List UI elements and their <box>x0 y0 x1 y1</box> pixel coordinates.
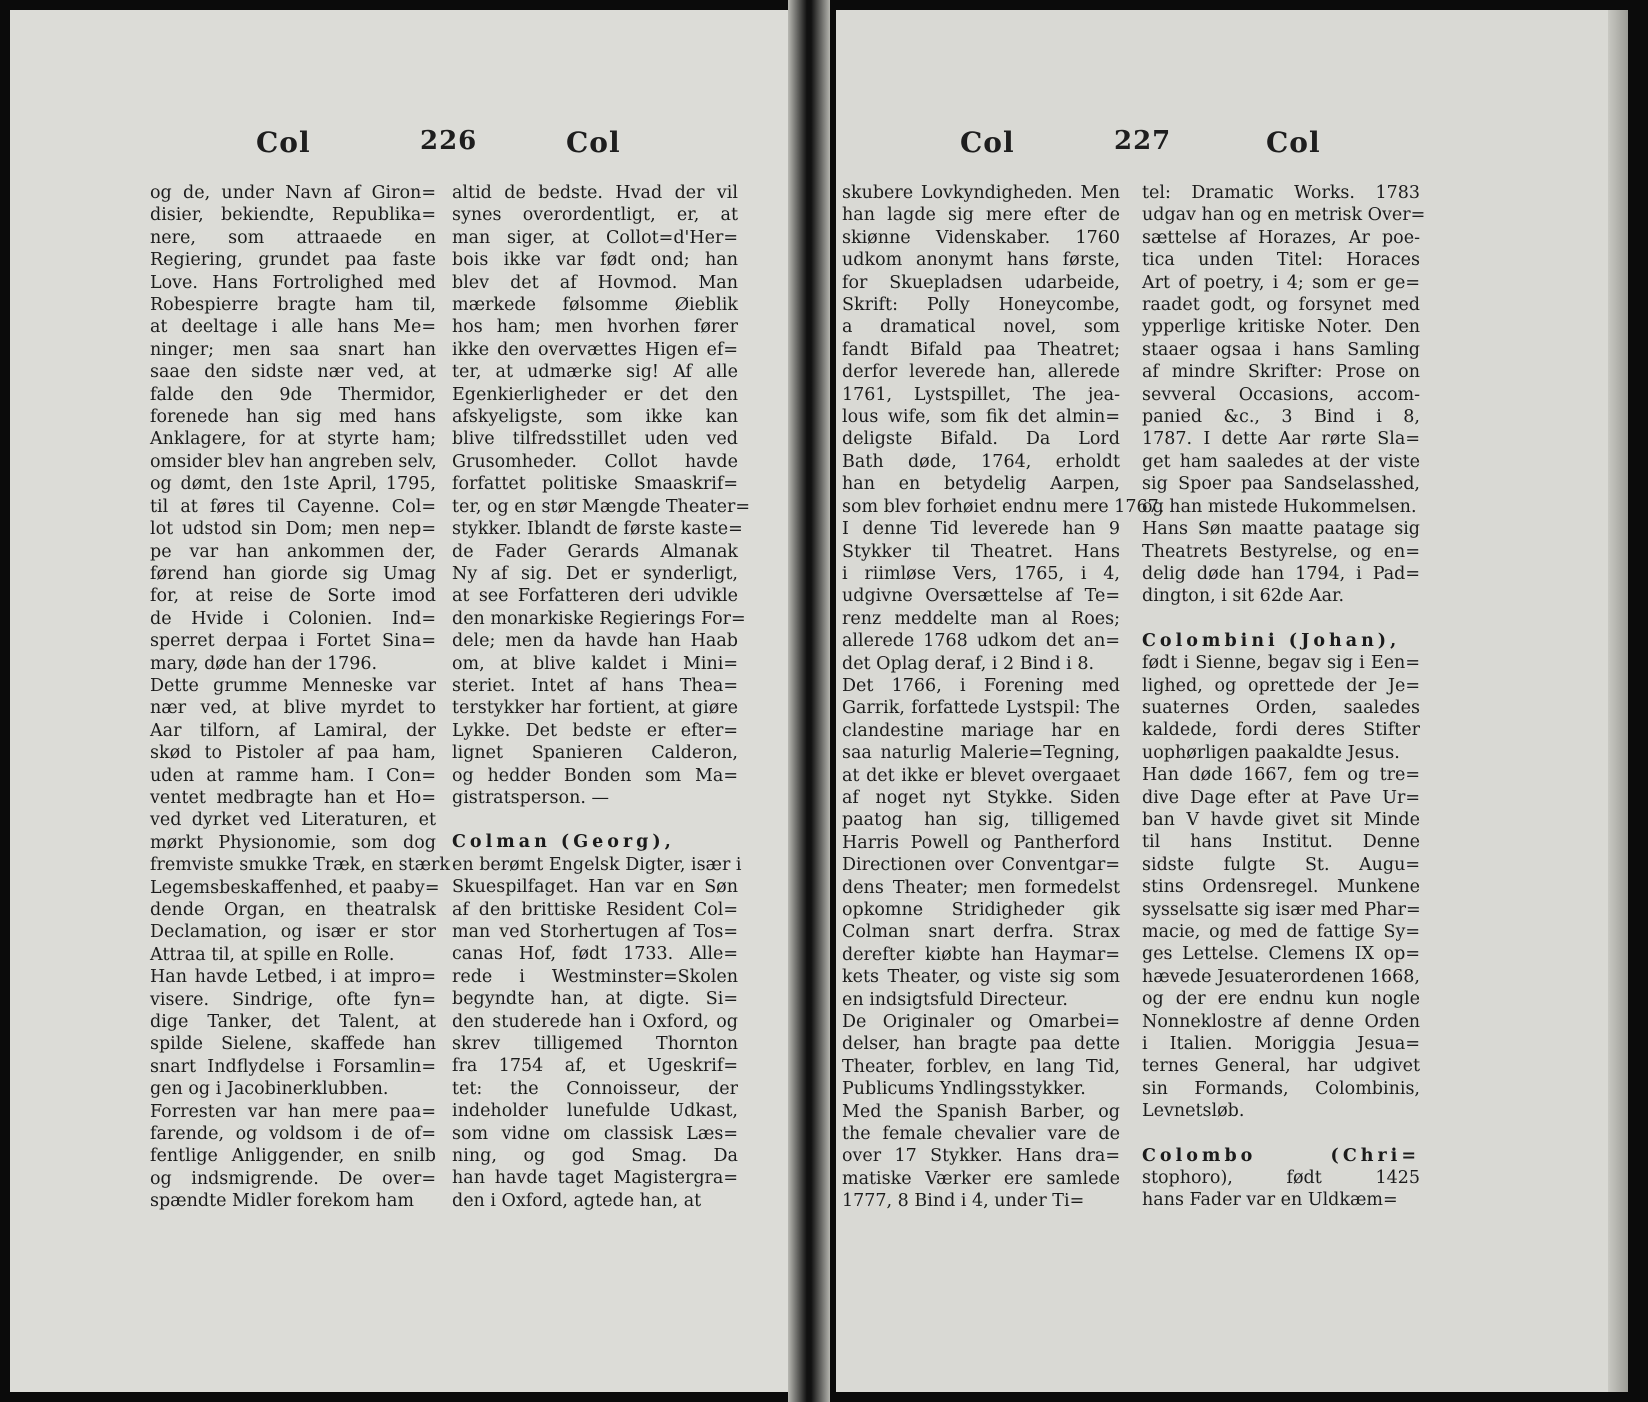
text-line: Art of poetry, i 4; som er ge= <box>1142 272 1420 293</box>
text-line: og hedder Bonden som Ma= <box>452 765 738 786</box>
left-book-page <box>10 10 808 1392</box>
text-line: Hans Søn maatte paatage sig <box>1142 519 1420 540</box>
text-line: begyndte han, at digte. Si= <box>452 989 738 1010</box>
text-line: dele; men da havde han Haab <box>452 631 738 652</box>
text-line: man siger, at Collot=d'Her= <box>452 227 738 248</box>
text-line: pe var han ankommen der, <box>150 541 436 562</box>
text-line: mary, døde han der 1796. <box>150 653 378 674</box>
text-line: om, at blive kaldet i Mini= <box>452 653 738 674</box>
text-line: renz meddelte man al Roes; <box>842 608 1120 629</box>
book-gutter <box>788 0 830 1402</box>
text-line: og de, under Navn af Giron= <box>150 183 436 203</box>
text-line: Harris Powell og Pantherford <box>842 832 1120 853</box>
text-line: De Originaler og Omarbei= <box>842 1012 1120 1033</box>
text-line: nere, som attraaede en <box>150 227 436 248</box>
text-line: visere. Sindrige, ofte fyn= <box>150 989 436 1010</box>
page-edge <box>1608 10 1628 1392</box>
text-line: blive tilfredsstillet uden ved <box>452 429 738 450</box>
text-line: Lykke. Det bedste er efter= <box>452 720 738 741</box>
text-line: spændte Midler forekom ham <box>150 1191 414 1212</box>
text-line: Love. Hans Fortrolighed med <box>150 272 436 293</box>
text-line: den i Oxford, agtede han, at <box>452 1190 702 1211</box>
text-line: skubere Lovkyndigheden. Men <box>842 183 1120 203</box>
text-line: dington, i sit 62de Aar. <box>1142 586 1345 607</box>
text-line: Stykker til Theatret. Hans <box>842 541 1120 562</box>
text-line: ternes General, har udgivet <box>1142 1056 1420 1077</box>
text-line: forenede han sig med hans <box>150 407 436 428</box>
text-line: uophørligen paakaldte Jesus. <box>1142 742 1400 763</box>
text-line: lous wife, som fik det almin= <box>842 407 1120 428</box>
text-line: Colman snart derfra. Strax <box>842 922 1120 943</box>
text-line: at deeltage i alle hans Me= <box>150 317 436 338</box>
text-line: ypperlige kritiske Noter. Den <box>1142 317 1420 338</box>
text-line: suaternes Orden, saaledes <box>1142 697 1420 718</box>
text-line: Skrift: Polly Honeycombe, <box>842 295 1120 316</box>
text-line: Theatrets Bestyrelse, og en= <box>1142 541 1420 562</box>
page-number: 227 <box>1114 126 1172 156</box>
text-line: lighed, og oprettede der Je= <box>1142 675 1420 696</box>
text-line: Anklagere, for at styrte ham; <box>150 429 436 450</box>
text-line: lot udstod sin Dom; men nep= <box>150 519 436 540</box>
text-line: matiske Værker ere samlede <box>842 1168 1120 1189</box>
text-column-left <box>842 182 1165 1213</box>
text-line: ved dyrket ved Literaturen, et <box>150 810 436 831</box>
text-line: delig døde han 1794, i Pad= <box>1142 563 1420 584</box>
text-line: staaer ogsaa i hans Samling <box>1142 339 1420 360</box>
text-line: som vidne om classisk Læs= <box>452 1123 738 1144</box>
text-line: førend han giorde sig Umag <box>150 563 436 584</box>
text-line: macie, og med de fattige Sy= <box>1142 922 1420 942</box>
text-line: Han havde Letbed, i at impro= <box>150 967 436 988</box>
text-column-right <box>452 182 751 1212</box>
text-line: ikke den overvættes Higen ef= <box>452 339 738 360</box>
text-line: til hans Institut. Denne <box>1142 832 1420 853</box>
paragraph-gap <box>1142 1123 1420 1145</box>
running-header-left-page <box>10 126 808 170</box>
text-line: Colombo (Chri= <box>1142 1145 1420 1166</box>
text-line: Robespierre bragte ham til, <box>150 295 436 316</box>
text-line: at det ikke er blevet overgaaet <box>842 765 1120 786</box>
text-line: de Hvide i Colonien. Ind= <box>150 608 436 629</box>
text-line: derefter kiøbte han Haymar= <box>842 944 1120 965</box>
text-line: stophoro), født 1425 <box>1142 1168 1420 1189</box>
text-line: til at føres til Cayenne. Col= <box>150 496 436 517</box>
text-line: saae den sidste nær ved, at <box>150 362 436 383</box>
right-book-page <box>836 10 1608 1392</box>
text-line: stins Ordensregel. Munkene <box>1142 877 1420 898</box>
text-line: af den brittiske Resident Col= <box>452 899 738 920</box>
paragraph-gap <box>452 809 738 831</box>
text-line: dive Dage efter at Pave Ur= <box>1142 787 1420 808</box>
text-line: ventet medbragte han et Ho= <box>150 787 436 808</box>
text-line: og indsmigrende. De over= <box>150 1168 436 1189</box>
text-line: han lagde sig mere efter de <box>842 205 1120 226</box>
text-line: spilde Sielene, skaffede han <box>150 1034 436 1055</box>
text-line: nær ved, at blive myrdet to <box>150 698 436 719</box>
text-line: udgav han og en metrisk Over= <box>1142 205 1426 226</box>
text-line: farende, og voldsom i de of= <box>150 1124 436 1145</box>
text-line: den monarkiske Regierings For= <box>452 608 746 629</box>
text-line: lignet Spanieren Calderon, <box>452 743 738 764</box>
text-line: 1761, Lystspillet, The jea- <box>842 384 1120 405</box>
text-line: 1777, 8 Bind i 4, under Ti= <box>842 1191 1085 1212</box>
text-line: Egenkierligheder er det den <box>452 384 738 405</box>
text-line: Med the Spanish Barber, og <box>842 1101 1120 1122</box>
text-line: hans Fader var en Uldkæm= <box>1142 1190 1398 1211</box>
headword-right: Col <box>1266 126 1321 159</box>
text-line: i riimløse Vers, 1765, i 4, <box>842 563 1120 584</box>
text-line: I denne Tid leverede han 9 <box>842 519 1120 540</box>
headword-left: Col <box>256 126 311 159</box>
paragraph-gap <box>1142 608 1420 630</box>
text-line: ter, at udmærke sig! Af alle <box>452 362 738 383</box>
text-line: Directionen over Conventgar= <box>842 855 1120 876</box>
text-line: Garrik, forfattede Lystspil: The <box>842 698 1120 719</box>
text-line: Theater, forblev, en lang Tid, <box>842 1056 1120 1077</box>
text-line: man ved Storhertugen af Tos= <box>452 922 738 942</box>
text-line: 1787. I dette Aar rørte Sla= <box>1142 429 1420 450</box>
text-line: som blev forhøiet endnu mere 1767. <box>842 496 1165 517</box>
text-line: fentlige Anliggender, en snilb <box>150 1146 436 1167</box>
text-line: Dette grumme Menneske var <box>150 675 436 696</box>
text-line: tet: the Connoisseur, der <box>452 1078 738 1099</box>
text-line: kets Theater, og viste sig som <box>842 967 1120 988</box>
text-line: forfattet politiske Smaaskrif= <box>452 474 738 495</box>
text-line: Colombini (Johan), <box>1142 630 1401 651</box>
text-line: fra 1754 af, et Ugeskrif= <box>452 1056 738 1077</box>
text-line: og der ere endnu kun nogle <box>1142 989 1420 1010</box>
text-line: i Italien. Moriggia Jesua= <box>1142 1034 1420 1055</box>
text-line: ninger; men saa snart han <box>150 339 436 360</box>
text-line: sættelse af Horazes, Ar poe- <box>1142 227 1420 248</box>
text-line: ning, og god Smag. Da <box>452 1146 738 1167</box>
text-line: ter, og en stør Mængde Theater= <box>452 496 751 517</box>
text-line: og han mistede Hukommelsen. <box>1142 496 1417 517</box>
text-line: af mindre Skrifter: Prose on <box>1142 362 1420 383</box>
text-line: hævede Jesuaterordenen 1668, <box>1142 966 1420 987</box>
text-line: altid de bedste. Hvad der vil <box>452 183 738 203</box>
text-line: panied &c., 3 Bind i 8, <box>1142 407 1420 428</box>
text-line: de Fader Gerards Almanak <box>452 541 738 562</box>
headword-right: Col <box>566 126 621 159</box>
text-column-left <box>150 182 451 1213</box>
text-line: fremviste smukke Træk, en stærk <box>150 855 451 876</box>
text-line: udgivne Oversættelse af Te= <box>842 586 1120 607</box>
text-line: dige Tanker, det Talent, at <box>150 1012 436 1033</box>
text-line: Han døde 1667, fem og tre= <box>1142 765 1420 786</box>
text-line: tel: Dramatic Works. 1783 <box>1142 183 1420 203</box>
text-line: falde den 9de Thermidor, <box>150 384 436 405</box>
text-line: han en betydelig Aarpen, <box>842 474 1120 495</box>
text-line: disier, bekiendte, Republika= <box>150 205 436 226</box>
text-line: født i Sienne, begav sig i Een= <box>1142 653 1420 674</box>
text-line: skød to Pistoler af paa ham, <box>150 743 436 764</box>
text-line: Declamation, og især er stor <box>150 922 436 943</box>
text-line: allerede 1768 udkom det an= <box>842 631 1120 652</box>
text-line: han havde taget Magistergra= <box>452 1168 738 1189</box>
text-line: af noget nyt Stykke. Siden <box>842 787 1120 808</box>
text-line: derfor leverede han, allerede <box>842 362 1120 383</box>
text-line: en indsigtsfuld Directeur. <box>842 989 1068 1010</box>
text-line: blev det af Hovmod. Man <box>452 272 738 293</box>
text-line: mærkede følsomme Øieblik <box>452 295 738 316</box>
text-line: ban V havde givet sit Minde <box>1142 809 1420 830</box>
text-line: for Skuepladsen udarbeide, <box>842 272 1120 293</box>
text-line: terstykker har fortient, at giøre <box>452 698 738 719</box>
text-line: Levnetsløb. <box>1142 1101 1245 1122</box>
text-line: en berømt Engelsk Digter, især i <box>452 854 742 875</box>
text-line: Grusomheder. Collot havde <box>452 451 738 472</box>
text-line: sidste fulgte St. Augu= <box>1142 854 1420 875</box>
page-number: 226 <box>420 126 478 156</box>
text-line: Nonneklostre af denne Orden <box>1142 1011 1420 1032</box>
text-line: Bath døde, 1764, erholdt <box>842 451 1120 472</box>
text-line: Aar tilforn, af Lamiral, der <box>150 720 436 741</box>
text-line: mørkt Physionomie, som dog <box>150 832 436 853</box>
text-line: a dramatical novel, som <box>842 317 1120 338</box>
text-line: Det 1766, i Forening med <box>842 675 1120 696</box>
text-line: Regiering, grundet paa faste <box>150 250 436 271</box>
text-line: kaldede, fordi deres Stifter <box>1142 720 1420 741</box>
text-line: sysselsatte sig især med Phar= <box>1142 899 1421 920</box>
text-line: rede i Westminster=Skolen <box>452 966 738 987</box>
text-line: bois ikke var født ond; han <box>452 250 738 271</box>
text-line: delser, han bragte paa dette <box>842 1034 1120 1055</box>
text-column-right <box>1142 182 1426 1212</box>
text-line: tica unden Titel: Horaces <box>1142 250 1420 271</box>
text-line: saa naturlig Malerie=Tegning, <box>842 743 1120 764</box>
text-line: Forresten var han mere paa= <box>150 1101 436 1122</box>
text-line: og dømt, den 1ste April, 1795, <box>150 474 436 495</box>
text-line: Ny af sig. Det er synderligt, <box>452 563 738 584</box>
text-line: indeholder lunefulde Udkast, <box>452 1101 738 1122</box>
text-line: the female chevalier vare de <box>842 1124 1120 1145</box>
text-line: opkomne Stridigheder gik <box>842 900 1120 920</box>
text-line: skrev tilligemed Thornton <box>452 1034 738 1055</box>
text-line: Publicums Yndlingsstykker. <box>842 1079 1086 1100</box>
text-line: hos ham; men hvorhen fører <box>452 317 738 338</box>
text-line: sin Formands, Colombinis, <box>1142 1078 1420 1099</box>
text-line: den studerede han i Oxford, og <box>452 1011 738 1032</box>
text-line: dens Theater; men formedelst <box>842 877 1120 898</box>
text-line: Legemsbeskaffenhed, et paaby= <box>150 877 440 898</box>
running-header-right-page <box>836 126 1608 170</box>
text-line: stykker. Iblandt de første kaste= <box>452 519 743 540</box>
text-line: sperret derpaa i Fortet Sina= <box>150 631 436 652</box>
text-line: uden at ramme ham. I Con= <box>150 765 436 786</box>
text-line: sig Spoer paa Sandselasshed, <box>1142 474 1420 495</box>
text-line: skiønne Videnskaber. 1760 <box>842 227 1120 248</box>
text-line: gistratsperson. — <box>452 787 609 808</box>
text-line: for, at reise de Sorte imod <box>150 586 436 607</box>
text-line: steriet. Intet af hans Thea= <box>452 675 738 696</box>
text-line: det Oplag deraf, i 2 Bind i 8. <box>842 653 1095 674</box>
headword-left: Col <box>960 126 1015 159</box>
text-line: Skuespilfaget. Han var en Søn <box>452 877 738 898</box>
text-line: get ham saaledes at der viste <box>1142 451 1420 472</box>
text-line: paatog han sig, tilligemed <box>842 810 1120 831</box>
text-line: over 17 Stykker. Hans dra= <box>842 1146 1120 1167</box>
text-line: ges Lettelse. Clemens IX op= <box>1142 944 1420 965</box>
text-line: dende Organ, en theatralsk <box>150 900 436 920</box>
text-line: clandestine mariage har en <box>842 720 1120 741</box>
text-line: omsider blev han angreben selv, <box>150 451 437 472</box>
text-line: fandt Bifald paa Theatret; <box>842 339 1120 360</box>
text-line: gen og i Jacobinerklubben. <box>150 1079 389 1100</box>
text-line: raadet godt, og forsynet med <box>1142 295 1420 316</box>
text-line: Attraa til, at spille en Rolle. <box>150 944 395 965</box>
text-line: snart Indflydelse i Forsamlin= <box>150 1056 436 1077</box>
text-line: afskyeligste, som ikke kan <box>452 407 738 428</box>
text-line: canas Hof, født 1733. Alle= <box>452 944 738 965</box>
text-line: sevveral Occasions, accom- <box>1142 384 1420 405</box>
text-line: synes overordentligt, er, at <box>452 205 738 226</box>
text-line: deligste Bifald. Da Lord <box>842 429 1120 450</box>
text-line: Colman (Georg), <box>452 832 675 853</box>
text-line: udkom anonymt hans første, <box>842 250 1120 271</box>
text-line: at see Forfatteren deri udvikle <box>452 586 738 607</box>
